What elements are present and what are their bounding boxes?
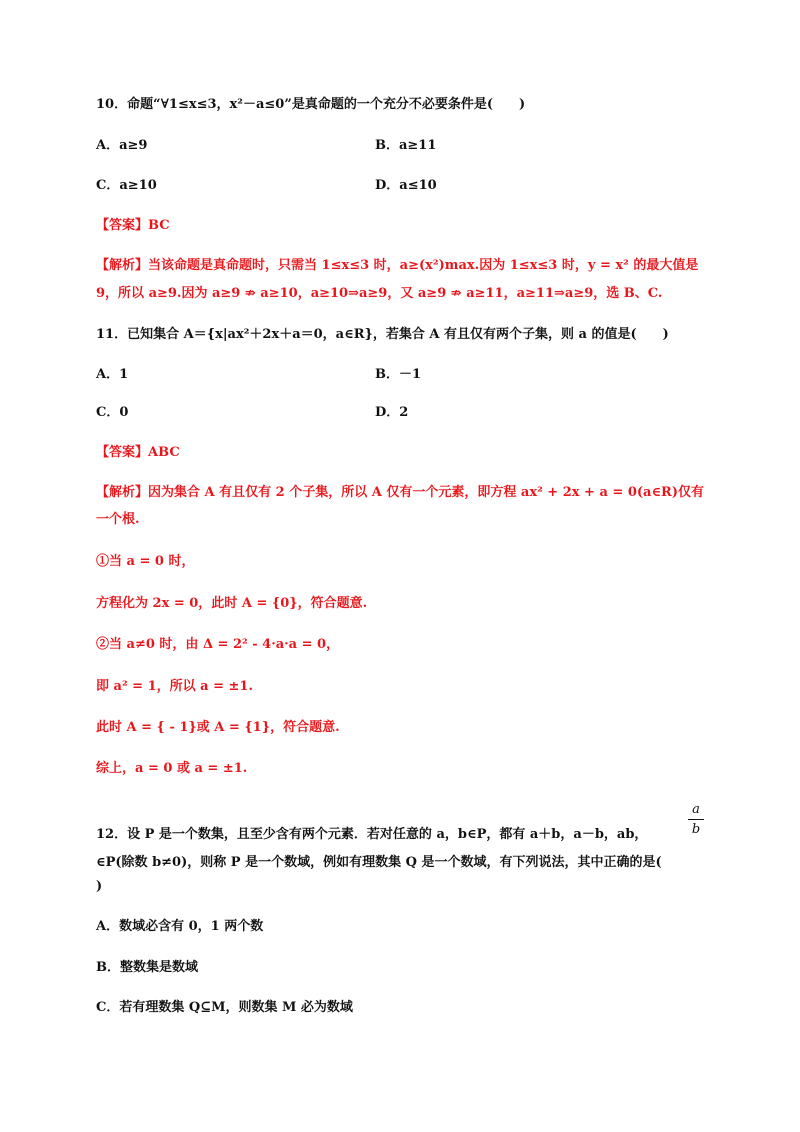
q11-analysis-line-7: 此时 A = { - 1}或 A = {1}，符合题意.: [96, 720, 340, 735]
q11-analysis-line-6: 即 a² = 1，所以 a = ±1.: [96, 679, 253, 694]
q10-analysis-line-1: 【解析】当该命题是真命题时，只需当 1≤x≤3 时，a≥(x²)max.因为 1≤x≤3 时，y = x² 的最大值是: [96, 258, 699, 273]
q12-option-c: C．若有理数集 Q⊆M，则数集 M 必为数域: [96, 1000, 353, 1015]
q12-stem-line-1: 12．设 P 是一个数集，且至少含有两个元素．若对任意的 a，b∈P，都有 a＋b，a－b，ab，: [96, 827, 648, 842]
q11-analysis-line-2: 一个根.: [96, 512, 140, 527]
q12-fraction-denominator: b: [691, 822, 701, 837]
q11-analysis-line-4: 方程化为 2x = 0，此时 A = {0}，符合题意.: [96, 596, 368, 611]
q12-fraction-numerator: a: [692, 802, 700, 817]
q10-option-b: B．a≥11: [375, 138, 437, 153]
q11-option-d: D．2: [375, 405, 409, 420]
q12-stem-line-3: ): [96, 879, 103, 894]
q11-analysis-line-5: ②当 a≠0 时，由 Δ = 2² - 4·a·a = 0，: [96, 637, 340, 652]
q12-stem-line-2: ∈P(除数 b≠0)，则称 P 是一个数域，例如有理数集 Q 是一个数域，有下列说法，其中正确的是(: [96, 855, 662, 870]
q11-analysis-line-1: 【解析】因为集合 A 有且仅有 2 个子集，所以 A 仅有一个元素，即方程 ax² + 2x + a = 0(a∈R)仅有: [96, 485, 705, 500]
q11-answer: 【答案】ABC: [96, 445, 180, 460]
q12-option-a: A．数域必含有 0，1 两个数: [96, 919, 264, 934]
q10-option-c: C．a≥10: [96, 178, 157, 193]
q12-option-b: B．整数集是数域: [96, 960, 198, 975]
q10-option-d: D．a≤10: [375, 178, 437, 193]
q11-analysis-line-8: 综上，a = 0 或 a = ±1.: [96, 761, 248, 776]
q11-stem: 11．已知集合 A＝{x|ax²＋2x＋a＝0，a∈R}，若集合 A 有且仅有两个子集，则 a 的值是( ): [96, 327, 669, 342]
q12-fraction-bar: [688, 819, 704, 820]
q11-option-c: C．0: [96, 405, 129, 420]
q11-option-b: B．－1: [375, 367, 422, 382]
q10-stem: 10．命题“∀1≤x≤3，x²－a≤0”是真命题的一个充分不必要条件是( ): [96, 97, 526, 112]
q10-analysis-line-2: 9，所以 a≥9.因为 a≥9 ⇏ a≥10，a≥10⇒a≥9，又 a≥9 ⇏ a≥11，a≥11⇒a≥9，选 B、C.: [96, 286, 663, 301]
q12-fraction-a-over-b: [688, 802, 704, 837]
q10-option-a: A．a≥9: [96, 138, 148, 153]
q10-answer: 【答案】BC: [96, 218, 170, 233]
q11-analysis-line-3: ①当 a = 0 时，: [96, 554, 195, 569]
q11-option-a: A．1: [96, 367, 129, 382]
